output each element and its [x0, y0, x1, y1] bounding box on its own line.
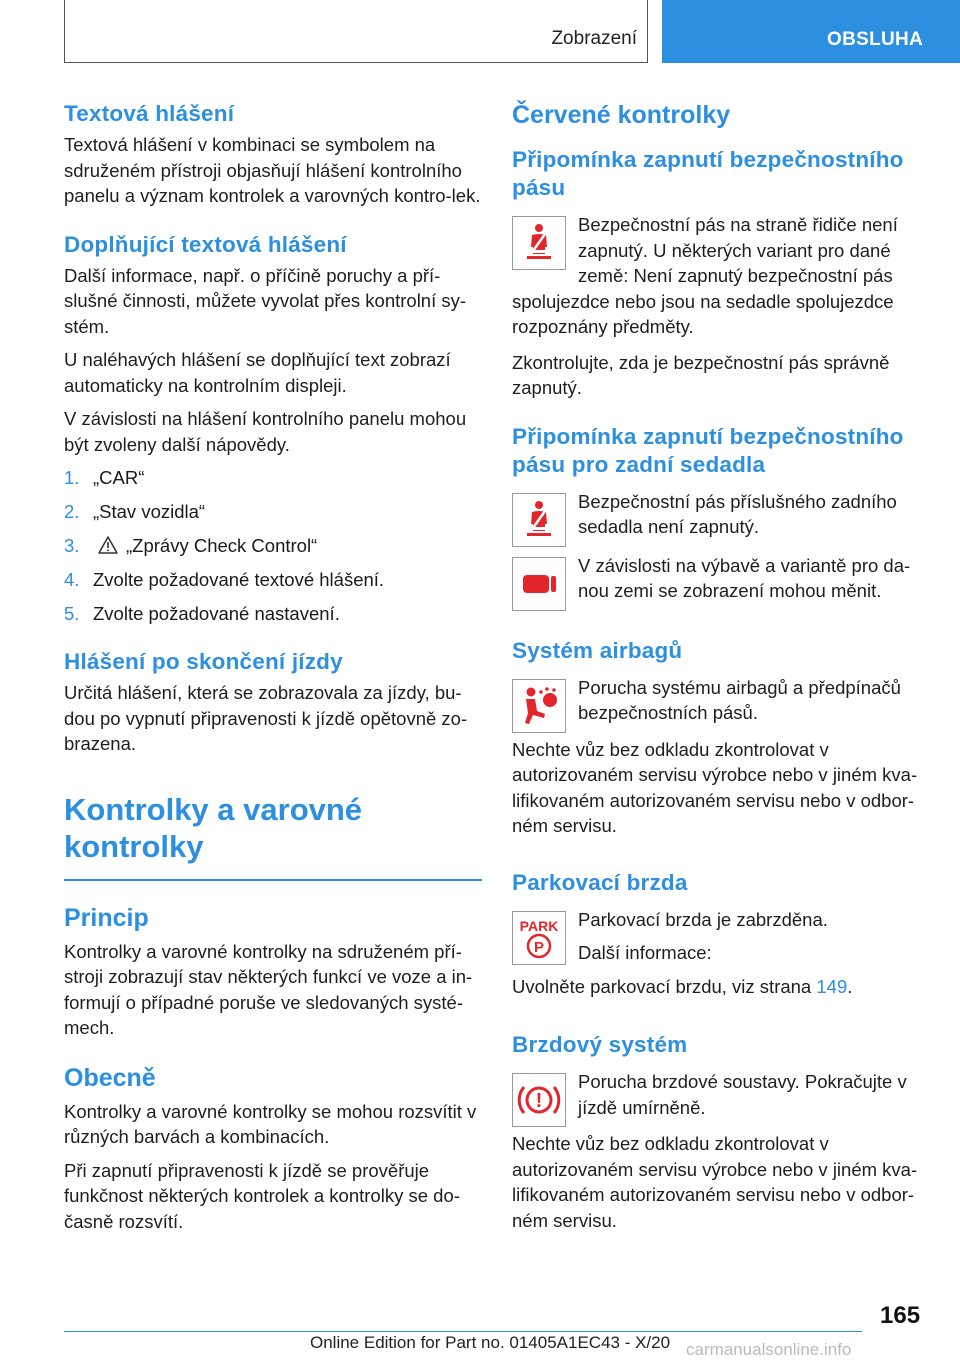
- step-text: „Zprávy Check Control“: [126, 535, 318, 556]
- header-chapter-tab: OBSLUHA: [662, 0, 960, 63]
- footer-rule: [64, 1331, 862, 1332]
- paragraph: Nechte vůz bez odkladu zkontrolovat v autorizovaném servisu výrobce nebo v jiném kva-lifikovaném autorizovaném servisu nebo v odbor-ném servisu.: [512, 738, 918, 836]
- paragraph: Určitá hlášení, která se zobrazovala za jízdy, bu-dou po vypnutí připravenosti k jízdě opětovně zo-brazena.: [64, 682, 468, 754]
- heading-principle: Princip: [64, 903, 149, 932]
- paragraph: Porucha brzdové soustavy. Pokračujte v jízdě umírněně.: [578, 1071, 907, 1118]
- list-item: [64, 465, 482, 490]
- header-box: [64, 0, 648, 63]
- heading-brake-system: Brzdový systém: [512, 1032, 688, 1057]
- paragraph: Bezpečnostní pás na straně řidiče není zapnutý. U některých variant pro dané země: Není zapnutý bezpečnostní pás spolujezdce nebo jsou na sedadle spolujezdce rozpoznány předměty.: [512, 214, 898, 337]
- list-item: [64, 567, 482, 592]
- heading-general: Obecně: [64, 1063, 156, 1092]
- heading-rear-seatbelt-reminder: Připomínka zapnutí bezpečnostního pásu pro zadní sedadla: [512, 423, 904, 477]
- footer-edition-text: Online Edition for Part no. 01405A1EC43 - X/20: [310, 1333, 671, 1352]
- paragraph: V závislosti na výbavě a variantě pro da-nou zemi se zobrazení mohou měnit.: [578, 554, 911, 601]
- step-text: Zvolte požadované nastavení.: [93, 603, 340, 624]
- heading-parking-brake: Parkovací brzda: [512, 869, 688, 895]
- paragraph: Nechte vůz bez odkladu zkontrolovat v autorizovaném servisu výrobce nebo v jiném kva-lifikovaném autorizovaném servisu nebo v odbor-ném servisu.: [512, 1133, 918, 1231]
- heading-additional-text-messages: Doplňující textová hlášení: [64, 231, 347, 257]
- step-text: „CAR“: [93, 467, 145, 488]
- step-number: 4.: [64, 569, 80, 590]
- paragraph: Porucha systému airbagů a předpínačů bezpečnostních pásů.: [578, 676, 901, 723]
- step-text: Zvolte požadované textové hlášení.: [93, 569, 385, 590]
- paragraph: Při zapnutí připravenosti k jízdě se prověřuje funkčnost některých kontrolek a kontrolky se do-časně rozsvítí.: [64, 1159, 460, 1232]
- cross-reference-text: Uvolněte parkovací brzdu, viz strana: [512, 975, 812, 997]
- warning-triangle-icon: [98, 536, 118, 554]
- watermark: carmanualsonline.info: [686, 1340, 852, 1359]
- paragraph: Zkontrolujte, zda je bezpečnostní pás správně zapnutý.: [512, 351, 890, 398]
- left-column: [64, 100, 482, 1242]
- airbag-warning-icon: [512, 679, 566, 733]
- paragraph: Kontrolky a varovné kontrolky se mohou rozsvítit v různých barvách a kombinacích.: [64, 1100, 477, 1147]
- indicator-block-airbag: [512, 675, 926, 737]
- indicator-block-seatbelt: [512, 212, 926, 348]
- brake-warning-icon: [512, 1073, 566, 1127]
- right-column: [512, 100, 926, 1241]
- paragraph: Další informace:: [578, 942, 712, 963]
- paragraph: Kontrolky a varovné kontrolky na sdruženém pří-stroji zobrazují stav některých funkcí ve voze a in-formují o případné poruše ve sledovaných systé-mech.: [64, 940, 473, 1038]
- indicator-block-rear-seatbelt: [512, 489, 926, 551]
- brake-icon-mark: !: [535, 1090, 543, 1112]
- park-icon-letter: P: [533, 938, 545, 956]
- heading-seatbelt-reminder: Připomínka zapnutí bezpečnostního pásu: [512, 147, 904, 200]
- indicator-block-rear-seatbelt-variant: [512, 553, 926, 615]
- rear-seatbelt-indicator-icon: [512, 557, 566, 611]
- heading-red-indicators: Červené kontrolky: [512, 101, 731, 129]
- indicator-block-parking-brake: [512, 907, 926, 1008]
- heading-messages-after-trip: Hlášení po skončení jízdy: [64, 649, 343, 674]
- chapter-title-line-2: kontrolky: [64, 828, 204, 864]
- step-number: 5.: [64, 603, 80, 624]
- seatbelt-reminder-icon: [512, 493, 566, 547]
- paragraph: [512, 974, 926, 1000]
- list-item: [64, 533, 482, 558]
- paragraph: V závislosti na hlášení kontrolního panelu mohou být zvoleny další nápovědy.: [64, 408, 467, 455]
- page-reference-link[interactable]: 149: [816, 975, 848, 997]
- step-number: 2.: [64, 501, 80, 522]
- header-section-title: Zobrazení: [551, 28, 637, 49]
- seatbelt-reminder-icon: [512, 216, 566, 270]
- indicator-block-brake: [512, 1069, 926, 1131]
- page-number: 165: [880, 1302, 921, 1329]
- list-item: [64, 601, 482, 626]
- heading-text-messages: Textová hlášení: [64, 101, 235, 126]
- list-item: [64, 499, 482, 524]
- park-icon-text: PARK: [519, 917, 559, 934]
- paragraph: Textová hlášení v kombinaci se symbolem na sdruženém přístroji objasňují hlášení kontrolního panelu a význam kontrolek a varovných kontro-lek.: [64, 134, 481, 206]
- paragraph: Bezpečnostní pás příslušného zadního sedadla není zapnutý.: [578, 490, 897, 537]
- paragraph: Parkovací brzda je zabrzděna.: [578, 908, 828, 930]
- parking-brake-icon: [512, 911, 566, 965]
- chapter-title-line-1: Kontrolky a varovné: [64, 791, 363, 827]
- sentence-end: .: [847, 975, 853, 997]
- heading-airbag-system: Systém airbagů: [512, 637, 683, 663]
- paragraph: Další informace, např. o příčině poruchy a pří-slušné činnosti, můžete vyvolat přes kontrolní sy-stém.: [64, 264, 467, 337]
- step-number: 3.: [64, 535, 80, 556]
- paragraph: U naléhavých hlášení se doplňující text zobrazí automaticky na kontrolním displeji.: [64, 349, 451, 396]
- step-text: „Stav vozidla“: [93, 501, 206, 522]
- step-number: 1.: [64, 467, 80, 488]
- steps-list: [64, 465, 482, 626]
- chapter-title-rule: [64, 879, 482, 881]
